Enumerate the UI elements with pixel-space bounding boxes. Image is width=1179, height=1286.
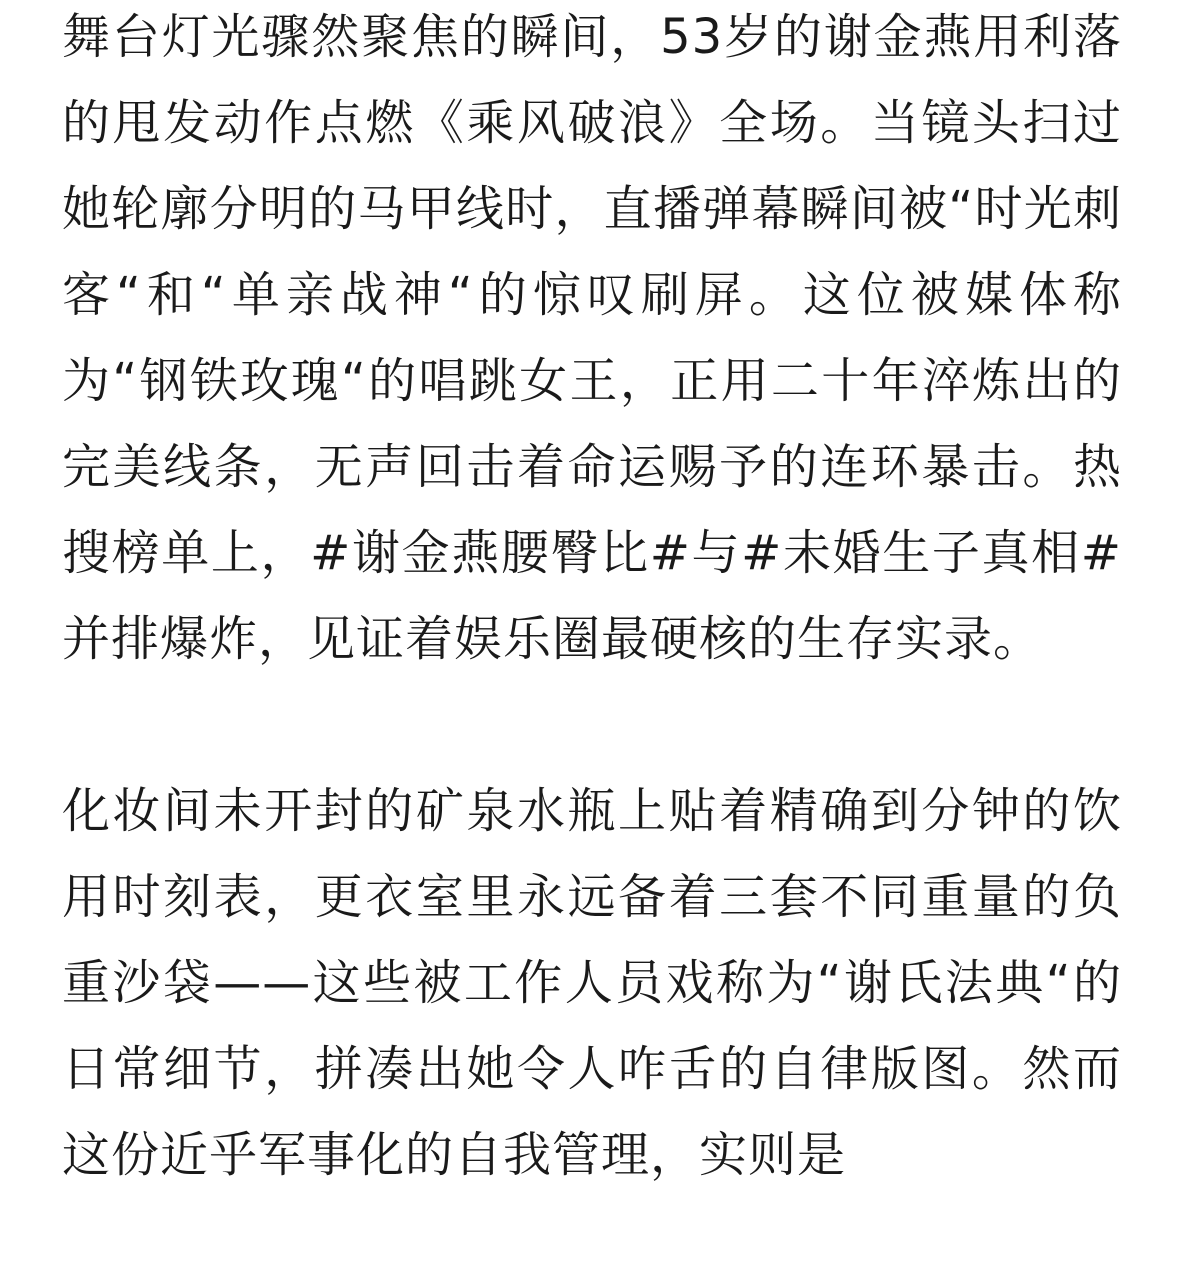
article-paragraph-2: 化妆间未开封的矿泉水瓶上贴着精确到分钟的饮用时刻表，更衣室里永远备着三套不同重量的负重沙袋——这些被工作人员戏称为“谢氏法典“的日常细节，拼凑出她令人咋舌的自律版图。然而这份近乎军事化的自我管理，实则是 — [62, 783, 1122, 1183]
article-paragraph-1: 舞台灯光骤然聚焦的瞬间，53岁的谢金燕用利落的甩发动作点燃《乘风破浪》全场。当镜头扫过她轮廓分明的马甲线时，直播弹幕瞬间被“时光刺客“和“单亲战神“的惊叹刷屏。这位被媒体称为“钢铁玫瑰“的唱跳女王，正用二十年淬炼出的完美线条，无声回击着命运赐予的连环暴击。热搜榜单上，#谢金燕腰臀比#与#未婚生子真相#并排爆炸，见证着娱乐圈最硬核的生存实录。 — [62, 9, 1122, 667]
article-body — [62, 0, 1122, 1198]
